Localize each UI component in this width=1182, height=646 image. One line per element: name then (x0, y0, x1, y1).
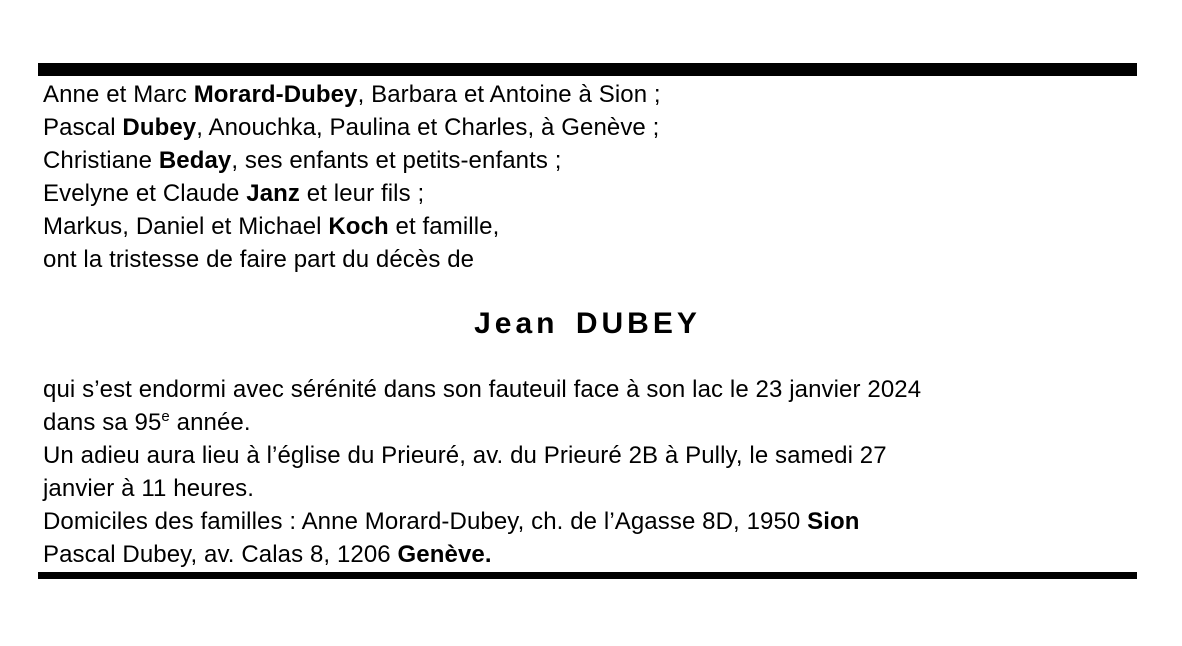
family-name-bold: Beday (158, 147, 232, 174)
family-line-text: , Barbara et Antoine à Sion ; (357, 81, 661, 108)
deceased-name: Jean DUBEY (474, 307, 701, 340)
ceremony-line (43, 439, 921, 472)
detail-text: Pascal Dubey, av. Calas 8, 1206 (43, 541, 398, 568)
family-line-text: , Anouchka, Paulina et Charles, à Genève ; (196, 114, 660, 141)
address-line (43, 505, 921, 538)
announcement-line (43, 243, 661, 276)
family-announcement-block (43, 78, 661, 276)
bottom-rule (38, 572, 1137, 579)
family-name-bold: Morard-Dubey (193, 81, 358, 108)
city-bold: Sion (807, 508, 860, 535)
address-line (43, 538, 921, 571)
death-circumstances-line (43, 373, 921, 406)
family-line (43, 177, 661, 210)
top-rule (38, 63, 1137, 76)
family-name-bold: Koch (328, 213, 389, 240)
announcement-text: ont la tristesse de faire part du décès de (43, 246, 475, 273)
family-name-bold: Janz (246, 180, 301, 207)
family-line (43, 210, 661, 243)
family-line-text: et famille, (388, 213, 500, 240)
detail-text: année. (169, 409, 251, 436)
family-line (43, 144, 661, 177)
detail-text: qui s’est endormi avec sérénité dans son fauteuil face à son lac le 23 janvier 2024 (43, 376, 922, 403)
detail-text: Un adieu aura lieu à l’église du Prieuré, av. du Prieuré 2B à Pully, le samedi 27 (43, 442, 887, 469)
city-bold: Genève. (397, 541, 492, 568)
family-line-text: Evelyne et Claude (43, 180, 247, 207)
ceremony-line (43, 472, 921, 505)
family-line-text: Christiane (43, 147, 159, 174)
family-line-text: et leur fils ; (300, 180, 425, 207)
detail-text: Domiciles des familles : Anne Morard-Dubey, ch. de l’Agasse 8D, 1950 (43, 508, 808, 535)
family-line (43, 111, 661, 144)
ordinal-superscript: e (161, 408, 170, 425)
family-line-text: , ses enfants et petits-enfants ; (231, 147, 562, 174)
details-block (43, 373, 921, 571)
family-line-text: Pascal (43, 114, 123, 141)
family-line-text: Anne et Marc (43, 81, 194, 108)
family-line-text: Markus, Daniel et Michael (43, 213, 329, 240)
detail-text: dans sa 95 (43, 409, 162, 436)
detail-text: janvier à 11 heures. (43, 475, 255, 502)
family-line (43, 78, 661, 111)
family-name-bold: Dubey (122, 114, 197, 141)
age-line (43, 406, 921, 439)
